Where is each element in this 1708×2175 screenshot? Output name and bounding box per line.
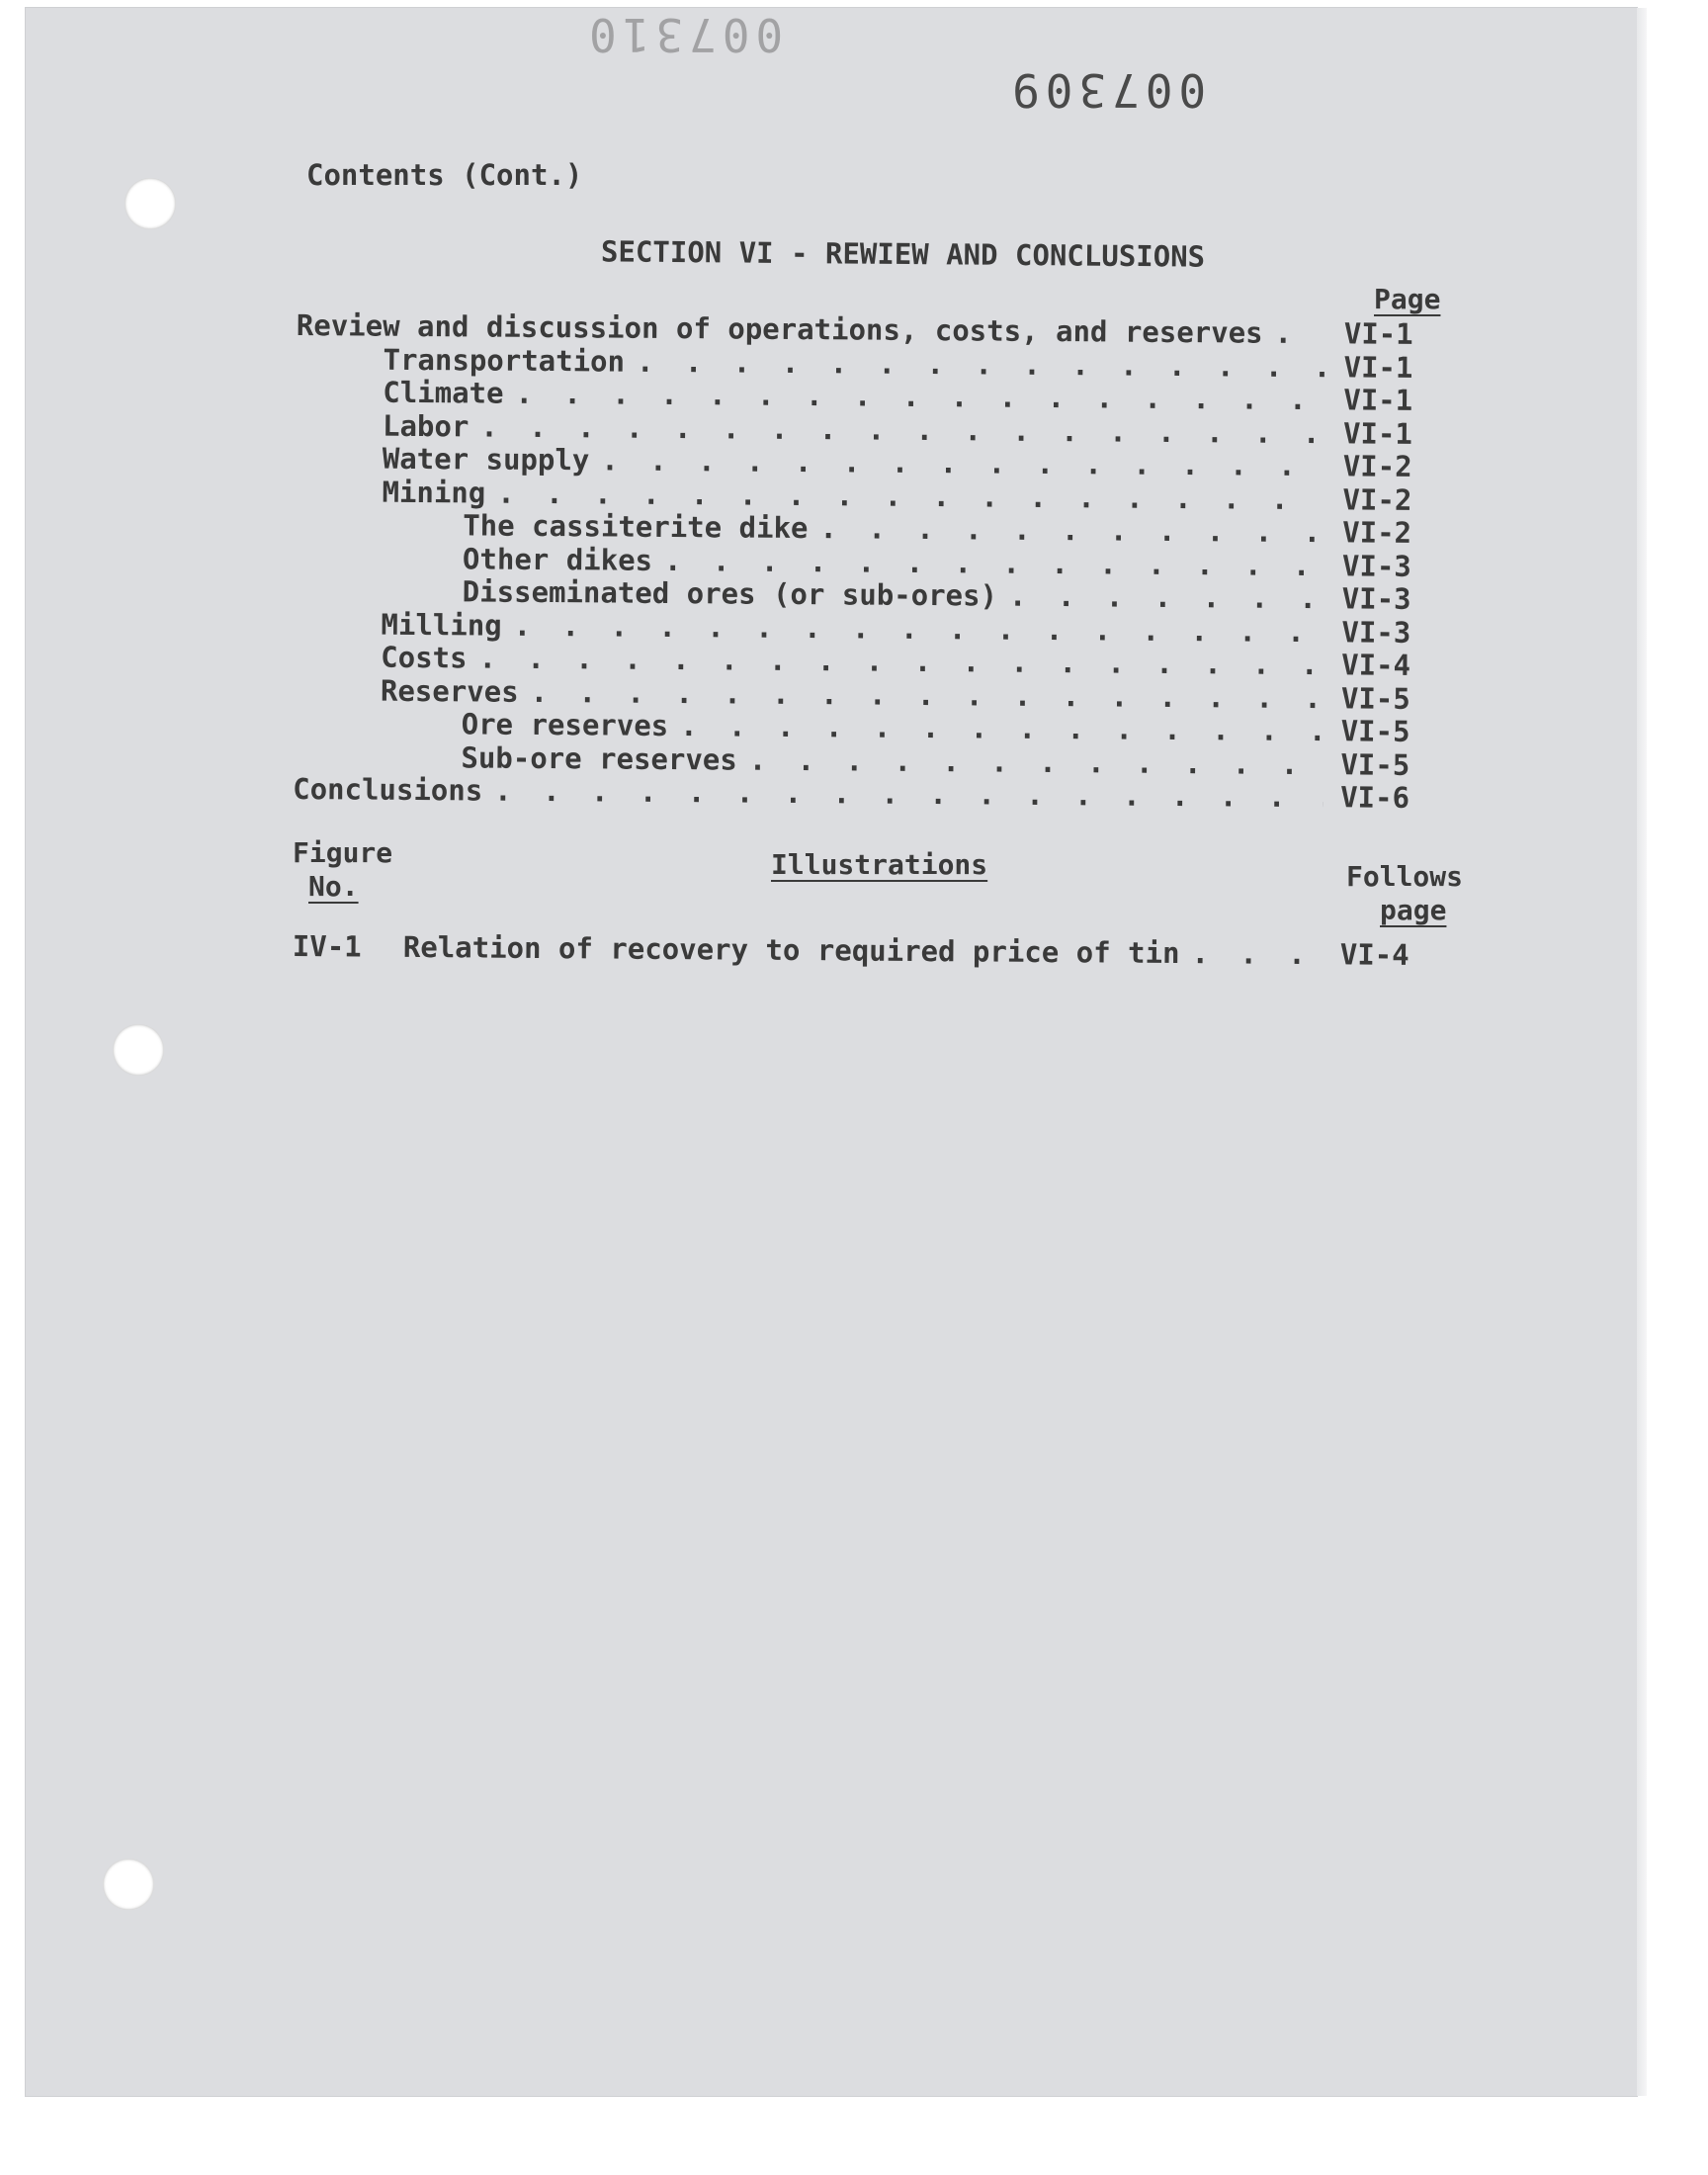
toc-entry-page: VI-5 [1340, 714, 1410, 748]
toc-entry-label: Reserves [380, 673, 519, 709]
illustration-label: Relation of recovery to required price of tin [402, 929, 1180, 971]
toc-entry-page: VI-1 [1342, 415, 1413, 451]
toc-entry-page: VI-6 [1340, 780, 1410, 815]
dot-leader [1009, 579, 1324, 616]
toc-entry-label: Climate [383, 375, 504, 410]
follows-column-header-line1: Follows [1346, 860, 1464, 893]
toc-entry-page: VI-1 [1343, 383, 1413, 417]
toc-entry-label: Milling [381, 607, 502, 643]
dot-leader [1191, 936, 1323, 971]
toc-entry-page: VI-2 [1342, 481, 1412, 517]
toc-entry-label: Sub-ore reserves [461, 740, 737, 777]
dot-leader [680, 709, 1324, 747]
toc-entry-page: VI-3 [1341, 581, 1411, 616]
toc-entry-label: Conclusions [293, 771, 483, 808]
figure-column-header-line1: Figure [293, 836, 393, 869]
toc-entry-page: VI-1 [1343, 316, 1413, 351]
toc-entry-page: VI-3 [1341, 614, 1411, 650]
toc-entry-page: VI-1 [1343, 349, 1413, 385]
illustration-figure-number: IV-1 [292, 929, 362, 964]
toc-entry-page: VI-5 [1340, 680, 1410, 716]
toc-entry-label: Review and discussion of operations, costs, and reserves [296, 308, 1263, 350]
toc-entry-label: Labor [382, 408, 470, 443]
dot-leader [1274, 316, 1326, 350]
contents-title: Contents (Cont.) [306, 158, 583, 192]
toc-entry-page: VI-5 [1340, 746, 1410, 782]
toc-entry-label: Water supply [382, 441, 590, 478]
paper-edge [1637, 8, 1647, 2096]
dot-leader [494, 774, 1323, 815]
toc-entry-label: Ore reserves [461, 707, 669, 742]
illustration-page: VI-4 [1339, 937, 1409, 972]
toc-entry-page: VI-2 [1342, 449, 1412, 483]
punch-hole-bottom [103, 1859, 154, 1910]
page-column-header: Page [1374, 283, 1441, 315]
dot-leader [749, 742, 1324, 781]
toc-entry-label: Mining [382, 475, 486, 510]
toc-entry-page: VI-2 [1342, 515, 1412, 550]
illustrations-heading: Illustrations [771, 848, 988, 881]
toc-entry-label: The cassiterite dike [463, 508, 809, 546]
toc-entry-label: Disseminated ores (or sub-ores) [462, 574, 998, 613]
toc-entry-page: VI-4 [1341, 648, 1411, 682]
toc-entry-label: Costs [381, 640, 468, 675]
toc-entry-label: Transportation [383, 342, 626, 379]
faded-stamp-number: 007310 [583, 8, 784, 61]
figure-column-header-line2: No. [308, 870, 359, 903]
punch-hole-top [125, 178, 176, 229]
toc-entry-page: VI-3 [1341, 548, 1411, 583]
dot-leader [819, 511, 1324, 549]
section-heading: SECTION VI - REWIEW AND CONCLUSIONS [600, 234, 1206, 274]
punch-hole-middle [113, 1024, 164, 1076]
follows-column-header-line2: page [1380, 894, 1447, 926]
table-of-contents [293, 308, 1463, 815]
toc-entry-label: Other dikes [462, 541, 653, 577]
stamp-number: 007309 [1006, 63, 1207, 117]
